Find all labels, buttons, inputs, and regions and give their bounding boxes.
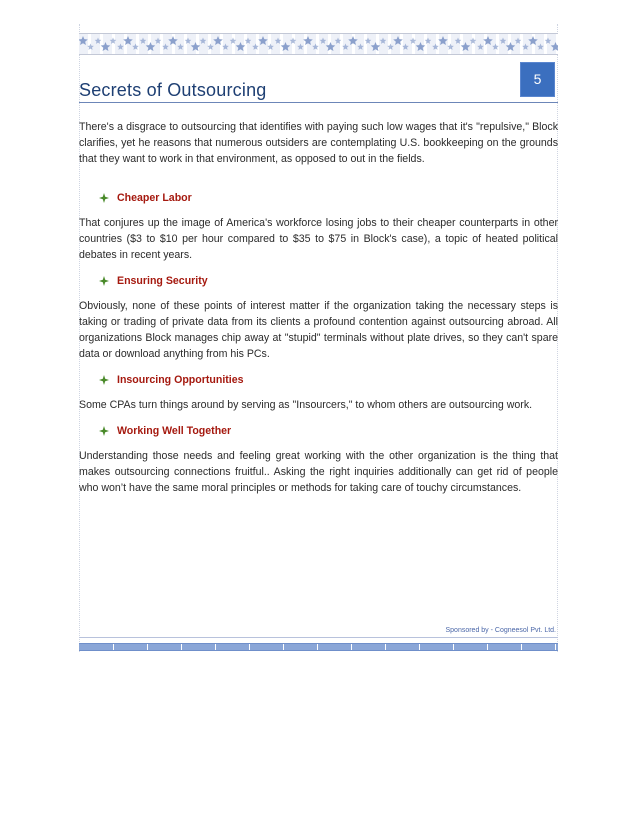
star-icon [425,38,432,44]
footer-bar-segment [453,644,454,650]
footer-bar-segment [351,644,352,650]
footer-bar-segment [249,644,250,650]
star-icon [177,44,184,50]
star-icon [79,36,88,45]
star-icon [213,36,223,45]
star-icon [551,42,558,51]
star-icon [207,44,214,50]
footer-bar-segment [317,644,318,650]
diamond-bullet-icon [99,276,109,286]
footer-bar-segment [385,644,386,650]
star-icon [335,38,342,44]
star-icon [290,38,297,44]
star-icon [387,44,394,50]
star-icon [320,38,327,44]
title-row [79,62,558,103]
star-icon [537,44,544,50]
star-icon [438,36,448,45]
star-banner [79,33,558,55]
star-icon [297,44,304,50]
star-icon [132,44,139,50]
footer-rule [79,637,558,638]
star-icon [236,42,246,51]
footer-bar-segment [419,644,420,650]
star-icon [492,44,499,50]
star-icon [281,42,291,51]
star-pattern [79,34,558,54]
star-icon [267,44,274,50]
star-icon [252,44,259,50]
star-icon [528,36,538,45]
star-icon [348,36,358,45]
star-icon [483,36,493,45]
star-icon [185,38,192,44]
star-icon [87,44,94,50]
star-icon [365,38,372,44]
star-icon [162,44,169,50]
section-heading-working-well-together [99,424,558,438]
star-icon [500,38,507,44]
section-heading-ensuring-security [99,274,558,288]
section-paragraph-working-well-together: Understanding those needs and feeling great working with the other organization is the thing that makes outsourcing connections fruitful.. Asking the right inquiries additionally can get rid of people who won’t have the same moral principles or methods for taking care of touchy circumstances. [79,450,558,494]
section-paragraph-insourcing-opportunities: Some CPAs turn things around by serving as "Insourcers," to whom others are outsourcing work. [79,399,533,411]
star-icon [455,38,462,44]
star-icon [461,42,471,51]
star-icon [155,38,162,44]
star-icon [245,38,252,44]
star-icon [303,36,313,45]
star-icon [477,44,484,50]
diamond-bullet-icon [99,193,109,203]
section-paragraph-ensuring-security: Obviously, none of these points of interest matter if the organization taking the necessary steps is taking or trading of private data from its clients a profound contention against outsourcing abroad. All organizations Block manages chip away at "stupid" terminals without plate drives, so they can't spare data or download anything from his PCs. [79,300,558,360]
star-icon [117,44,124,50]
star-icon [393,36,403,45]
footer-bar-segment [487,644,488,650]
diamond-bullet-icon [99,375,109,385]
section-heading-label: Ensuring Security [117,275,208,287]
footer-bar-segment [283,644,284,650]
star-icon [545,38,552,44]
star-icon [506,42,516,51]
star-icon [146,42,156,51]
section-heading-label: Cheaper Labor [117,192,192,204]
star-icon [222,44,229,50]
section-paragraph-cheaper-labor: That conjures up the image of America's workforce losing jobs to their cheaper counterparts in other countries ($3 to $10 per hour compared to $35 to $75 in Block's case), a topic of heated political debates in recent years. [79,217,558,261]
page-number: 5 [533,71,542,87]
footer-bar-segment [521,644,522,650]
star-icon [312,44,319,50]
section-heading-label: Insourcing Opportunities [117,374,244,386]
star-icon [470,38,477,44]
footer-bar-segment [113,644,114,650]
footer-bar-segment [181,644,182,650]
document-body [79,119,558,496]
star-icon [101,42,111,51]
diamond-bullet-icon [99,426,109,436]
star-icon [123,36,133,45]
star-icon [371,42,381,51]
intro-paragraph: There's a disgrace to outsourcing that identifies with paying such low wages that it's "repulsive," Block clarifies, yet he reasons that numerous outsiders are contemplating U.S. bookkeeping on the grounds that they want to work in that environment, as opposed to out in the fields. [79,121,558,165]
footer-sponsor: Sponsored by - Cogneesol Pvt. Ltd. [445,627,556,634]
star-icon [522,44,529,50]
section-heading-label: Working Well Together [117,425,232,437]
star-icon [447,44,454,50]
star-icon [110,38,117,44]
page-title: Secrets of Outsourcing [79,80,267,100]
section-heading-insourcing-opportunities [99,373,558,387]
footer-bar-segment [555,644,556,650]
page-number-badge [520,62,555,97]
star-icon [515,38,522,44]
star-icon [168,36,178,45]
footer-bar [79,643,558,651]
star-icon [258,36,268,45]
star-icon [200,38,207,44]
footer-bar-segment [147,644,148,650]
star-icon [95,38,102,44]
star-icon [140,38,147,44]
star-icon [432,44,439,50]
star-icon [357,44,364,50]
star-icon [380,38,387,44]
star-icon [230,38,237,44]
section-heading-cheaper-labor [99,191,558,205]
star-icon [326,42,336,51]
star-icon [342,44,349,50]
star-icon [410,38,417,44]
star-icon [402,44,409,50]
footer-bar-segment [215,644,216,650]
star-icon [191,42,201,51]
star-icon [275,38,282,44]
star-icon [416,42,426,51]
